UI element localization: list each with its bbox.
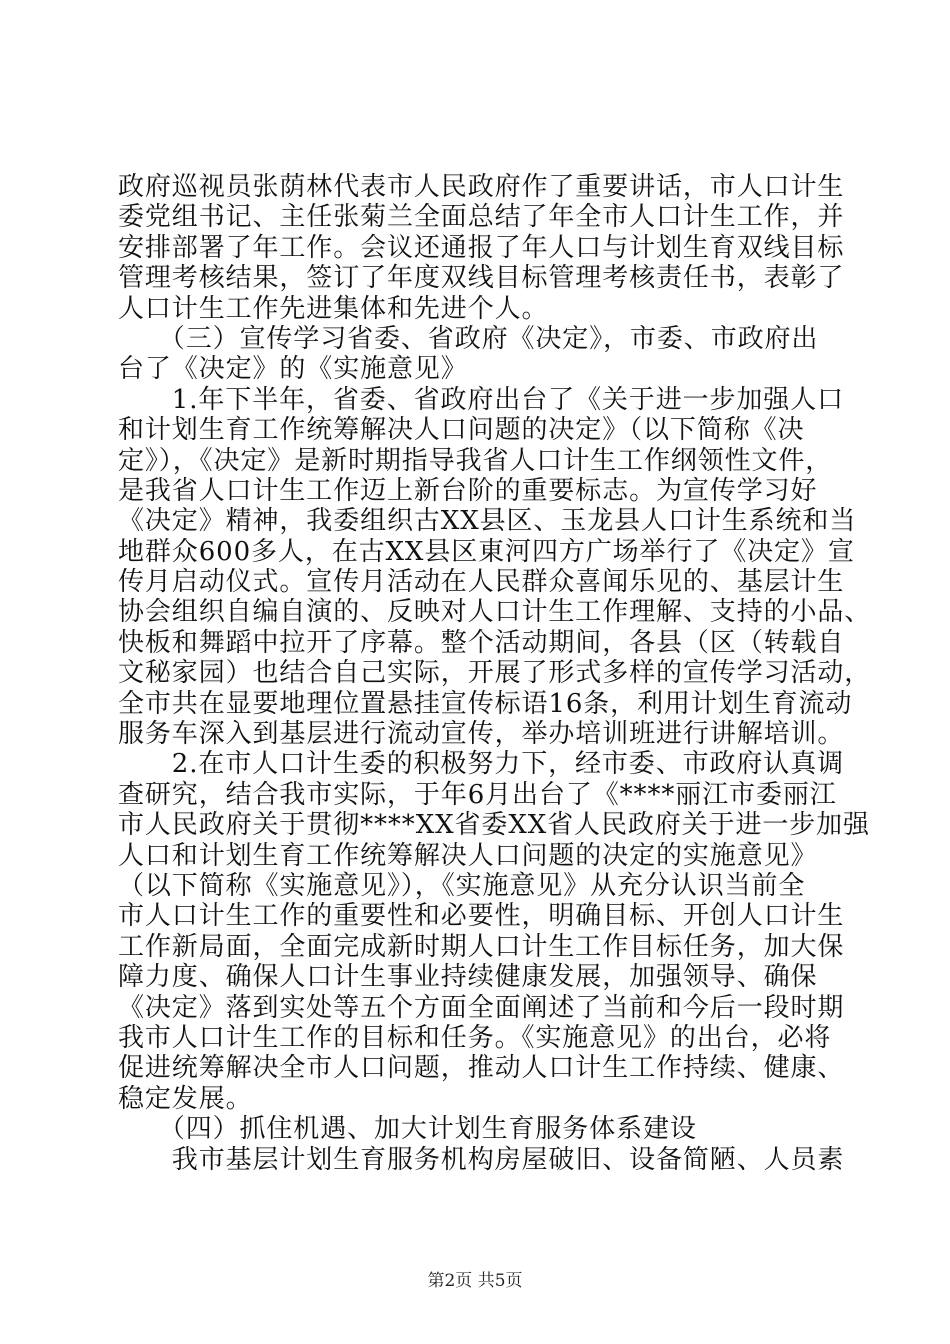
body-text (118, 172, 872, 1175)
text-line: 《决定》精神，我委组织古XX县区、玉龙县人口计生系统和当 (118, 506, 857, 537)
text-line: 全市共在显要地理位置悬挂宣传标语16条，利用计划生育流动 (118, 688, 853, 719)
text-line: 我市基层计划生育服务机构房屋破旧、设备简陋、人员素 (118, 1144, 845, 1175)
text-line: 定》），《决定》是新时期指导我省人口计生工作纲领性文件， (118, 445, 833, 476)
section-heading-line: 台了《决定》的《实施意见》 (118, 354, 468, 385)
text-line: 委党组书记、主任张菊兰全面总结了年全市人口计生工作，并 (118, 202, 845, 233)
text-line: 快板和舞蹈中拉开了序幕。整个活动期间，各县（区（转载自 (118, 627, 845, 658)
text-line: 政府巡视员张荫林代表市人民政府作了重要讲话，市人口计生 (118, 172, 845, 202)
text-line: 和计划生育工作统筹解决人口问题的决定》（以下简称《决 (118, 415, 805, 446)
text-line: 工作新局面，全面完成新时期人口计生工作目标任务，加大保 (118, 931, 845, 962)
text-line: 安排部署了年工作。会议还通报了年人口与计划生育双线目标 (118, 232, 845, 263)
text-line: 我市人口计生工作的目标和任务。《实施意见》的出台，必将 (118, 1022, 832, 1053)
text-line: 促进统筹解决全市人口问题，推动人口计生工作持续、健康、 (118, 1053, 845, 1084)
text-line: 协会组织自编自演的、反映对人口计生工作理解、支持的小品、 (118, 597, 872, 628)
section-heading-line: （四）抓住机遇、加大计划生育服务体系建设 (118, 1114, 697, 1145)
text-line: 稳定发展。 (118, 1083, 253, 1114)
text-line: 市人民政府关于贯彻****XX省委XX省人民政府关于进一步加强 (118, 810, 870, 841)
text-line: 地群众600多人，在古XX县区東河四方广场举行了《决定》宣 (118, 536, 855, 567)
text-line: 文秘家园）也结合自己实际，开展了形式多样的宣传学习活动， (118, 658, 872, 689)
page-number-label: 第2页 共5页 (427, 1271, 523, 1291)
section-heading-line: （三）宣传学习省委、省政府《决定》，市委、市政府出 (118, 323, 819, 354)
text-line: 障力度、确保人口计生事业持续健康发展，加强领导、确保 (118, 962, 818, 993)
text-line: 管理考核结果，签订了年度双线目标管理考核责任书，表彰了 (118, 263, 845, 294)
page-footer (0, 1270, 950, 1292)
text-line: 《决定》落到实处等五个方面全面阐述了当前和今后一段时期 (118, 992, 845, 1023)
text-line: 1.年下半年，省委、省政府出台了《关于进一步加强人口 (118, 384, 845, 415)
text-line: 服务车深入到基层进行流动宣传，举办培训班进行讲解培训。 (118, 719, 845, 750)
text-line: 人口计生工作先进集体和先进个人。 (118, 293, 549, 324)
text-line: 是我省人口计生工作迈上新台阶的重要标志。为宣传学习好 (118, 475, 818, 506)
text-line: 市人口计生工作的重要性和必要性，明确目标、开创人口计生 (118, 901, 845, 932)
text-line: 查研究，结合我市实际，于年6月出台了《****丽江市委丽江 (118, 779, 837, 810)
text-line: 人口和计划生育工作统筹解决人口问题的决定的实施意见》 (118, 840, 818, 871)
text-line: （以下简称《实施意见》），《实施意见》从充分认识当前全 (118, 870, 806, 901)
text-line: 2.在市人口计生委的积极努力下，经市委、市政府认真调 (118, 749, 845, 780)
text-line: 传月启动仪式。宣传月活动在人民群众喜闻乐见的、基层计生 (118, 567, 845, 598)
